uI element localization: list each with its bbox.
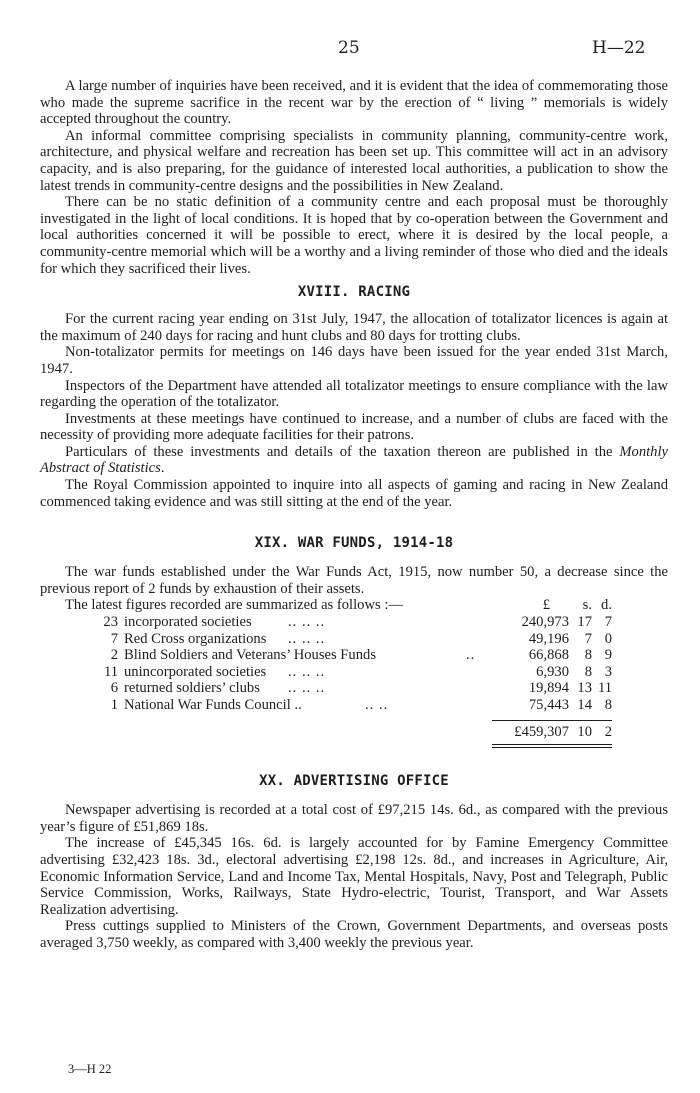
column-header-pence: d.	[601, 597, 612, 614]
leader-dots: .. .. ..	[288, 614, 326, 631]
section-heading: XIX. WAR FUNDS, 1914-18	[254, 535, 454, 552]
section-heading: XVIII. RACING	[297, 284, 411, 301]
paragraph: The war funds established under the War Funds Act, 1915, now number 50, a decrease since the previous report of 2 funds by exhaustion of their assets.	[40, 564, 668, 597]
column-header-shillings: s.	[582, 597, 592, 614]
paragraph: The Royal Commission appointed to inquire into all aspects of gaming and racing in New Zealand commenced taking evidence and was still sitting at the end of the year.	[40, 477, 668, 510]
total-rule	[492, 720, 612, 721]
fund-amount: 240,973	[521, 614, 569, 631]
fund-amount: 6,930	[536, 663, 569, 680]
racing-section	[40, 283, 668, 510]
document-reference: H—22	[592, 38, 646, 58]
paragraph: An informal committee comprising specialists in community planning, community-centre work, architecture, and physical welfare and recreation has been set up. This committee will act in an advisory capacity, and is also preparing, for the guidance of interested local authorities, a publication to show the latest trends in community-centre designs and the possibilities in New Zealand.	[40, 127, 668, 194]
page-number: 25	[338, 38, 360, 58]
paragraph: A large number of inquiries have been received, and it is evident that the idea of commemorating those who made the supreme sacrifice in the recent war by the erection of “ living ” memorials is widely accepted throughout the country.	[40, 78, 668, 128]
page-header	[0, 38, 700, 62]
table-total-row	[40, 724, 668, 741]
fund-shillings: 17	[577, 614, 592, 631]
column-header-pounds: £	[542, 597, 550, 614]
table-row	[40, 697, 668, 714]
text-run: .	[160, 460, 165, 477]
fund-amount: 75,443	[528, 697, 569, 713]
memorials-section	[40, 78, 668, 277]
paragraph: Newspaper advertising is recorded at a total cost of £97,215 14s. 6d., as compared with the previous year’s figure of £51,869 18s.	[40, 802, 668, 835]
fund-pence: 7	[604, 614, 612, 631]
fund-pence: 8	[604, 697, 612, 713]
fund-count: 1	[110, 697, 118, 713]
fund-count: 23	[103, 614, 118, 631]
table-intro: The latest figures recorded are summarized as follows :—	[65, 597, 403, 614]
leader-dots: .. .. ..	[288, 630, 326, 647]
advertising-section	[40, 772, 668, 951]
paragraph: Press cuttings supplied to Ministers of the Crown, Government Departments, and overseas posts averaged 3,750 weekly, as compared with 3,400 weekly the previous year.	[40, 918, 668, 951]
fund-name: unincorporated societies	[124, 663, 267, 680]
fund-name: returned soldiers’ clubs	[124, 680, 260, 697]
leader-dots: .. .. ..	[288, 680, 326, 697]
fund-name: National War Funds Council ..	[124, 697, 302, 713]
paragraph: The increase of £45,345 16s. 6d. is largely accounted for by Famine Emergency Committee advertising £32,423 18s. 3d., electoral advertising £2,198 12s. 8d., and increases in Agriculture, Air, Economic Information Service, Land and Income Tax, Mental Hospitals, Navy, Post and Telegraph, Public Service Commission, Works, Railways, State Hydro-electric, Tourist, Transport, and War Assets Realization advertising.	[40, 835, 668, 918]
fund-shillings: 8	[584, 647, 592, 664]
publication-title: Monthly Abstract of Statistics	[40, 443, 668, 477]
fund-shillings: 7	[584, 630, 592, 647]
fund-count: 6	[110, 680, 118, 697]
text-run: Particulars of these investments and details of the taxation thereon are published in the	[65, 443, 620, 460]
paragraph: There can be no static definition of a community centre and each proposal must be thoroughly investigated in the light of local conditions. It is hoped that by co-operation between the Government and local authorities concerned it will be possible to erect, where it is desired by the local people, a community-centre memorial which will be a worthy and a living reminder of those who died and the ideals for which they sacrificed their lives.	[40, 194, 668, 277]
table-row	[40, 614, 668, 631]
war-funds-table	[40, 597, 668, 748]
section-heading: XX. ADVERTISING OFFICE	[259, 773, 449, 790]
fund-count: 2	[110, 647, 118, 664]
table-row	[40, 680, 668, 697]
leader-dots: .. ..	[365, 697, 389, 713]
paragraph: Inspectors of the Department have attended all totalizator meetings to ensure compliance with the law regarding the operation of the totalizator.	[40, 377, 668, 411]
war-funds-section	[40, 534, 668, 748]
fund-pence: 3	[604, 663, 612, 680]
paragraph: Non-totalizator permits for meetings on 146 days have been issued for the year ended 31st March, 1947.	[40, 344, 668, 377]
fund-name: Blind Soldiers and Veterans’ Houses Funds	[124, 647, 376, 664]
fund-name: Red Cross organizations	[124, 630, 267, 647]
paragraph: For the current racing year ending on 31st July, 1947, the allocation of totalizator licences is again at the maximum of 240 days for racing and hunt clubs and 80 days for trotting clubs.	[40, 311, 668, 344]
table-row	[40, 647, 668, 664]
fund-count: 11	[103, 663, 118, 680]
table-row	[40, 664, 668, 681]
fund-pence: 9	[604, 647, 612, 664]
fund-amount: 49,196	[528, 630, 569, 647]
leader-dots: .. .. ..	[288, 663, 326, 680]
fund-pence: 0	[604, 630, 612, 647]
fund-shillings: 13	[577, 680, 592, 697]
leader-dots: ..	[466, 647, 476, 664]
fund-shillings: 14	[577, 697, 592, 713]
total-shillings: 10	[577, 723, 592, 740]
fund-count: 7	[110, 630, 118, 647]
fund-amount: 19,894	[528, 680, 569, 697]
fund-amount: 66,868	[528, 647, 569, 664]
total-amount: £459,307	[514, 723, 569, 740]
total-rule-spacer	[40, 714, 668, 724]
total-pence: 2	[604, 723, 612, 740]
paragraph: Investments at these meetings have continued to increase, and a number of clubs are faced with the necessity of providing more adequate facilities for their patrons.	[40, 410, 668, 444]
page-body	[40, 78, 668, 952]
table-row	[40, 631, 668, 648]
table-header-row	[40, 597, 668, 614]
fund-pence: 11	[597, 680, 612, 697]
fund-name: incorporated societies	[124, 614, 252, 631]
fund-shillings: 8	[584, 663, 592, 680]
paragraph	[40, 444, 668, 477]
page-signature-mark: 3—H 22	[68, 1062, 112, 1076]
total-double-rule-spacer	[40, 740, 668, 748]
total-double-rule	[492, 744, 612, 748]
